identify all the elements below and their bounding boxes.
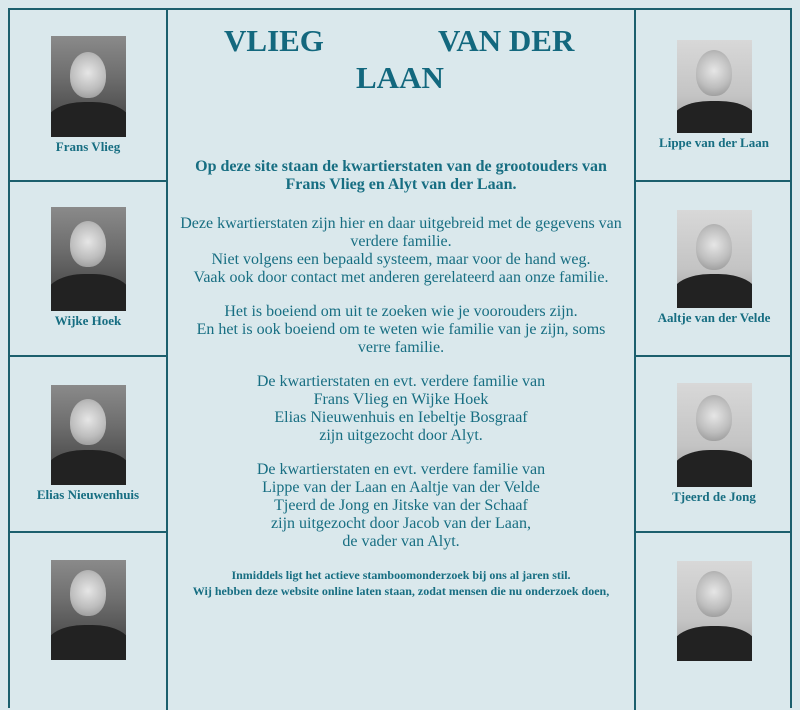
portrait-cell-4[interactable] [10, 533, 166, 709]
page-frame [8, 8, 792, 708]
portrait-cell-aaltje-van-der-velde[interactable] [636, 182, 792, 357]
title-word-vlieg: VLIEG [224, 23, 324, 58]
paragraph-line: Het is boeiend om uit te zoeken wie je voorouders zijn. [224, 303, 578, 320]
intro-text [168, 158, 634, 194]
portrait-photo[interactable] [51, 207, 126, 311]
paragraph-line: Lippe van der Laan en Aaltje van der Velde [262, 479, 540, 496]
paragraph-line: De kwartierstaten en evt. verdere familie van [256, 461, 546, 478]
paragraph-kwartierstaten [168, 215, 634, 287]
portrait-cell-frans-vlieg[interactable] [10, 10, 166, 182]
title-word-laan: LAAN [356, 60, 444, 95]
intro-line: Frans Vlieg en Alyt van der Laan. [285, 176, 517, 193]
paragraph-line: Vaak ook door contact met anderen gerelateerd aan onze familie. [193, 269, 609, 286]
portrait-cell-lippe-van-der-laan[interactable] [636, 10, 792, 182]
paragraph-line: de vader van Alyt. [342, 533, 460, 550]
paragraph-line: verre familie. [357, 339, 445, 356]
portrait-photo[interactable] [677, 561, 752, 661]
paragraph-alyt-research [168, 373, 634, 445]
paragraph-boeiend [168, 303, 634, 357]
title-word-van-der: VAN DER [438, 23, 575, 58]
paragraph-line: En het is ook boeiend om te weten wie familie van je zijn, soms [196, 321, 606, 338]
portrait-name[interactable]: Tjeerd de Jong [672, 489, 756, 504]
paragraph-line: Tjeerd de Jong en Jitske van der Schaaf [274, 497, 528, 514]
paragraph-line: Elias Nieuwenhuis en Iebeltje Bosgraaf [274, 409, 528, 426]
paragraph-line: zijn uitgezocht door Jacob van der Laan, [271, 515, 531, 532]
portrait-photo[interactable] [677, 40, 752, 133]
paragraph-line: Deze kwartierstaten zijn hier en daar uitgebreid met de gegevens van [180, 215, 622, 232]
portrait-name[interactable]: Aaltje van der Velde [657, 310, 771, 325]
paragraph-line: De kwartierstaten en evt. verdere familie van [256, 373, 546, 390]
portrait-cell-tjeerd-de-jong[interactable] [636, 357, 792, 533]
portrait-cell-elias-nieuwenhuis[interactable] [10, 357, 166, 533]
status-note [168, 567, 634, 599]
paragraph-jacob-research [168, 461, 634, 551]
paragraph-line: Frans Vlieg en Wijke Hoek [313, 391, 489, 408]
note-line: Inmiddels ligt het actieve stamboomonderzoek bij ons al jaren stil. [231, 568, 571, 582]
paragraph-line: Niet volgens een bepaald systeem, maar voor de hand weg. [211, 251, 591, 268]
paragraph-line: verdere familie. [350, 233, 452, 250]
portrait-photo[interactable] [51, 36, 126, 137]
portrait-name[interactable]: Frans Vlieg [55, 139, 121, 154]
portrait-cell-wijke-hoek[interactable] [10, 182, 166, 357]
portrait-cell-4[interactable] [636, 533, 792, 709]
paragraph-line: zijn uitgezocht door Alyt. [319, 427, 483, 444]
note-line: Wij hebben deze website online laten staan, zodat mensen die nu onderzoek doen, [192, 584, 610, 598]
portrait-name[interactable]: Lippe van der Laan [659, 135, 769, 150]
main-content [166, 10, 636, 710]
portrait-photo[interactable] [677, 383, 752, 487]
portrait-name[interactable]: Wijke Hoek [54, 313, 122, 328]
portrait-photo[interactable] [677, 210, 752, 308]
portrait-name[interactable]: Elias Nieuwenhuis [36, 487, 140, 502]
intro-line: Op deze site staan de kwartierstaten van de grootouders van [195, 158, 607, 175]
portrait-photo[interactable] [51, 385, 126, 485]
portrait-photo[interactable] [51, 560, 126, 660]
